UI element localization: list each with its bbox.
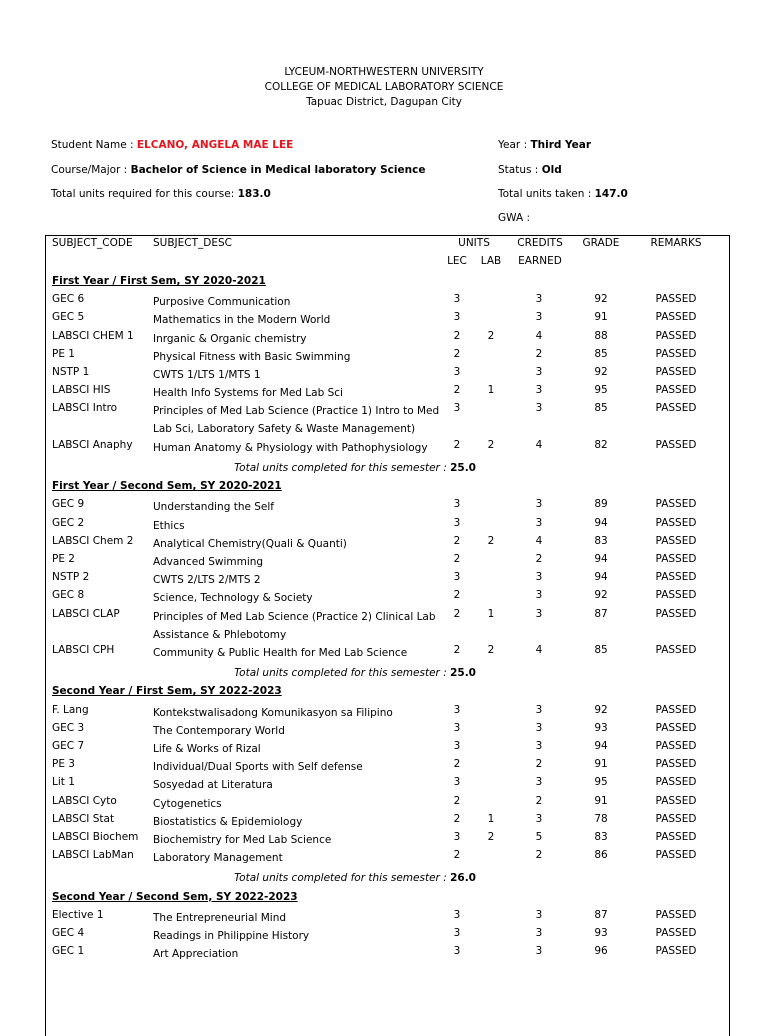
credits-earned: 3 bbox=[535, 293, 543, 306]
table-row bbox=[46, 293, 729, 311]
remarks: PASSED bbox=[655, 402, 697, 415]
grade: 94 bbox=[594, 571, 608, 584]
remarks: PASSED bbox=[655, 384, 697, 397]
credits-earned: 2 bbox=[535, 794, 543, 807]
grade: 91 bbox=[594, 311, 608, 324]
lec-units: 3 bbox=[453, 945, 461, 958]
credits-earned: 3 bbox=[535, 812, 543, 825]
semester-total-value: 25.0 bbox=[450, 667, 476, 680]
remarks: PASSED bbox=[655, 703, 697, 716]
subject-code: Elective 1 bbox=[52, 908, 104, 921]
subject-desc: Principles of Med Lab Science (Practice 1) Intro to Med Lab Sci, Laboratory Safety & Waste Management) bbox=[153, 405, 440, 436]
credits-earned: 4 bbox=[535, 329, 543, 342]
lec-units: 3 bbox=[453, 703, 461, 716]
grade: 92 bbox=[594, 703, 608, 716]
remarks: PASSED bbox=[655, 347, 697, 360]
lab-units: 2 bbox=[487, 644, 495, 656]
table-row bbox=[46, 644, 729, 662]
gwa-line bbox=[498, 212, 530, 224]
required-units-value: 183.0 bbox=[237, 188, 271, 200]
remarks: PASSED bbox=[655, 945, 697, 958]
subject-desc: Ethics bbox=[153, 519, 185, 532]
remarks: PASSED bbox=[655, 329, 697, 342]
remarks: PASSED bbox=[655, 311, 697, 324]
table-row bbox=[46, 535, 729, 553]
table-row bbox=[46, 608, 729, 644]
grade: 87 bbox=[594, 607, 608, 620]
table-row bbox=[46, 927, 729, 945]
semester-title: Second Year / First Sem, SY 2022-2023 bbox=[52, 685, 282, 698]
grade: 95 bbox=[594, 776, 608, 789]
lec-units: 3 bbox=[453, 831, 461, 843]
document-header bbox=[0, 65, 768, 110]
credits-earned: 3 bbox=[535, 740, 543, 752]
credits-earned: 3 bbox=[535, 908, 543, 921]
semester-total bbox=[46, 872, 476, 884]
header-credits: CREDITS bbox=[517, 237, 563, 249]
credits-earned: 3 bbox=[535, 402, 543, 415]
lec-units: 2 bbox=[453, 607, 461, 620]
semester-total bbox=[46, 462, 476, 474]
subject-code: GEC 1 bbox=[52, 945, 85, 958]
subject-desc: CWTS 1/LTS 1/MTS 1 bbox=[153, 369, 261, 381]
credits-earned: 3 bbox=[535, 366, 543, 378]
subject-desc: Physical Fitness with Basic Swimming bbox=[153, 350, 351, 363]
lec-units: 2 bbox=[453, 849, 461, 862]
credits-earned: 3 bbox=[535, 311, 543, 324]
lab-units: 2 bbox=[487, 831, 495, 843]
subject-code: PE 1 bbox=[52, 347, 75, 360]
subject-code: NSTP 1 bbox=[52, 366, 90, 378]
semester-total-label: Total units completed for this semester : bbox=[234, 667, 451, 680]
college-name: COLLEGE OF MEDICAL LABORATORY SCIENCE bbox=[264, 81, 504, 93]
grades-table bbox=[45, 235, 730, 1036]
grade: 93 bbox=[594, 721, 608, 734]
credits-earned: 2 bbox=[535, 849, 543, 862]
grade: 91 bbox=[594, 758, 608, 771]
subject-code: NSTP 2 bbox=[52, 571, 90, 584]
subject-desc: CWTS 2/LTS 2/MTS 2 bbox=[153, 574, 261, 587]
table-row bbox=[46, 366, 729, 384]
subject-desc: Laboratory Management bbox=[153, 852, 283, 865]
table-row bbox=[46, 758, 729, 776]
subject-code: GEC 5 bbox=[52, 311, 85, 324]
gwa-label: GWA : bbox=[498, 212, 531, 224]
lab-units: 1 bbox=[487, 384, 495, 397]
subject-code: GEC 7 bbox=[52, 740, 85, 752]
table-row bbox=[46, 348, 729, 366]
subject-desc: Principles of Med Lab Science (Practice 2) Clinical Lab Assistance & Phlebotomy bbox=[153, 610, 436, 641]
grade: 95 bbox=[594, 384, 608, 397]
subject-desc: Sosyedad at Literatura bbox=[153, 779, 273, 792]
table-row bbox=[46, 704, 729, 722]
remarks: PASSED bbox=[655, 758, 697, 771]
required-units-line bbox=[51, 188, 271, 200]
credits-earned: 2 bbox=[535, 553, 543, 565]
status-line bbox=[498, 164, 562, 176]
semester-total-value: 26.0 bbox=[450, 872, 476, 885]
lec-units: 3 bbox=[453, 402, 461, 415]
credits-earned: 3 bbox=[535, 703, 543, 716]
semester-title: First Year / Second Sem, SY 2020-2021 bbox=[52, 480, 282, 493]
lab-units: 2 bbox=[487, 438, 495, 451]
table-row bbox=[46, 945, 729, 963]
grade: 92 bbox=[594, 293, 608, 306]
year-label: Year : bbox=[498, 139, 528, 151]
lec-units: 2 bbox=[453, 589, 461, 602]
remarks: PASSED bbox=[655, 438, 697, 451]
table-row bbox=[46, 571, 729, 589]
course-line bbox=[51, 164, 425, 176]
credits-earned: 4 bbox=[535, 438, 543, 451]
student-name-line bbox=[51, 139, 293, 151]
remarks: PASSED bbox=[655, 812, 697, 825]
remarks: PASSED bbox=[655, 516, 697, 529]
credits-earned: 3 bbox=[535, 498, 543, 511]
header-lab: LAB bbox=[480, 255, 502, 267]
subject-code: GEC 9 bbox=[52, 498, 85, 511]
table-row bbox=[46, 776, 729, 794]
subject-code: LABSCI Biochem bbox=[52, 831, 139, 843]
status-label: Status : bbox=[498, 164, 539, 176]
table-row bbox=[46, 813, 729, 831]
grade: 86 bbox=[594, 849, 608, 862]
subject-code: LABSCI LabMan bbox=[52, 849, 134, 862]
header-grade: GRADE bbox=[582, 237, 620, 249]
grade: 91 bbox=[594, 794, 608, 807]
grade: 83 bbox=[594, 831, 608, 843]
subject-desc: Biostatistics & Epidemiology bbox=[153, 815, 303, 828]
grade: 89 bbox=[594, 498, 608, 511]
remarks: PASSED bbox=[655, 589, 697, 602]
subject-desc: Art Appreciation bbox=[153, 948, 239, 961]
semester-total-label: Total units completed for this semester : bbox=[234, 462, 451, 474]
lec-units: 3 bbox=[453, 516, 461, 529]
grade: 93 bbox=[594, 927, 608, 939]
subject-desc: Human Anatomy & Physiology with Pathophysiology bbox=[153, 441, 428, 454]
remarks: PASSED bbox=[655, 849, 697, 862]
subject-desc: Biochemistry for Med Lab Science bbox=[153, 834, 332, 846]
subject-code: PE 3 bbox=[52, 758, 75, 771]
grade: 88 bbox=[594, 329, 608, 342]
lec-units: 3 bbox=[453, 293, 461, 306]
remarks: PASSED bbox=[655, 908, 697, 921]
header-earned: EARNED bbox=[518, 255, 562, 267]
subject-desc: Cytogenetics bbox=[153, 797, 222, 810]
remarks: PASSED bbox=[655, 498, 697, 511]
credits-earned: 5 bbox=[535, 831, 543, 843]
table-row bbox=[46, 722, 729, 740]
subject-code: F. Lang bbox=[52, 703, 89, 716]
subject-desc: Life & Works of Rizal bbox=[153, 743, 261, 755]
remarks: PASSED bbox=[655, 721, 697, 734]
subject-code: GEC 3 bbox=[52, 721, 85, 734]
grade: 85 bbox=[594, 402, 608, 415]
semester-total-value: 25.0 bbox=[450, 462, 476, 474]
remarks: PASSED bbox=[655, 534, 697, 547]
credits-earned: 3 bbox=[535, 589, 543, 602]
course-label: Course/Major : bbox=[51, 164, 128, 176]
lec-units: 3 bbox=[453, 498, 461, 511]
lec-units: 2 bbox=[453, 347, 461, 360]
subject-desc: Inrganic & Organic chemistry bbox=[153, 332, 307, 345]
table-row bbox=[46, 384, 729, 402]
lec-units: 3 bbox=[453, 776, 461, 789]
credits-earned: 3 bbox=[535, 571, 543, 584]
credits-earned: 4 bbox=[535, 644, 543, 656]
credits-earned: 3 bbox=[535, 516, 543, 529]
lec-units: 2 bbox=[453, 384, 461, 397]
credits-earned: 2 bbox=[535, 347, 543, 360]
lec-units: 2 bbox=[453, 758, 461, 771]
lab-units: 2 bbox=[487, 329, 495, 342]
lec-units: 3 bbox=[453, 740, 461, 752]
table-row bbox=[46, 740, 729, 758]
lec-units: 2 bbox=[453, 812, 461, 825]
lec-units: 2 bbox=[453, 644, 461, 656]
subject-code: PE 2 bbox=[52, 553, 75, 565]
units-taken-value: 147.0 bbox=[594, 188, 628, 200]
remarks: PASSED bbox=[655, 927, 697, 939]
remarks: PASSED bbox=[655, 794, 697, 807]
table-row bbox=[46, 589, 729, 607]
lab-units: 1 bbox=[487, 607, 495, 620]
table-row bbox=[46, 498, 729, 516]
status-value: Old bbox=[541, 164, 562, 176]
header-subject-code: SUBJECT_CODE bbox=[52, 237, 133, 249]
grade: 92 bbox=[594, 589, 608, 602]
credits-earned: 3 bbox=[535, 945, 543, 958]
college-address: Tapuac District, Dagupan City bbox=[306, 96, 462, 108]
lec-units: 2 bbox=[453, 553, 461, 565]
credits-earned: 3 bbox=[535, 607, 543, 620]
subject-desc: Purposive Communication bbox=[153, 296, 291, 309]
table-row bbox=[46, 402, 729, 438]
year-value: Third Year bbox=[530, 139, 592, 151]
header-remarks: REMARKS bbox=[650, 237, 702, 249]
lec-units: 2 bbox=[453, 794, 461, 807]
units-taken-line bbox=[498, 188, 628, 200]
header-subject-desc: SUBJECT_DESC bbox=[153, 237, 232, 249]
remarks: PASSED bbox=[655, 644, 697, 656]
semester-title: First Year / First Sem, SY 2020-2021 bbox=[52, 275, 266, 287]
subject-desc: Health Info Systems for Med Lab Sci bbox=[153, 387, 343, 400]
lec-units: 3 bbox=[453, 311, 461, 324]
student-name-label: Student Name : bbox=[51, 139, 134, 151]
subject-code: LABSCI HIS bbox=[52, 384, 111, 397]
subject-desc: Community & Public Health for Med Lab Science bbox=[153, 647, 408, 659]
remarks: PASSED bbox=[655, 831, 697, 843]
semester-total-label: Total units completed for this semester : bbox=[234, 872, 451, 885]
lec-units: 3 bbox=[453, 571, 461, 584]
remarks: PASSED bbox=[655, 776, 697, 789]
credits-earned: 3 bbox=[535, 721, 543, 734]
subject-desc: Science, Technology & Society bbox=[153, 592, 313, 605]
header-units: UNITS bbox=[458, 237, 490, 249]
table-row bbox=[46, 849, 729, 867]
subject-code: GEC 2 bbox=[52, 516, 85, 529]
lec-units: 2 bbox=[453, 329, 461, 342]
subject-code: LABSCI Chem 2 bbox=[52, 534, 134, 547]
subject-desc: Readings in Philippine History bbox=[153, 930, 310, 942]
subject-code: LABSCI Anaphy bbox=[52, 438, 133, 451]
table-row bbox=[46, 439, 729, 457]
table-row bbox=[46, 517, 729, 535]
table-row bbox=[46, 553, 729, 571]
subject-code: Lit 1 bbox=[52, 776, 75, 789]
table-header-row bbox=[46, 237, 729, 255]
remarks: PASSED bbox=[655, 607, 697, 620]
subject-desc: Analytical Chemistry(Quali & Quanti) bbox=[153, 537, 347, 550]
semester-total bbox=[46, 667, 476, 679]
remarks: PASSED bbox=[655, 293, 697, 306]
credits-earned: 3 bbox=[535, 384, 543, 397]
subject-code: GEC 6 bbox=[52, 293, 85, 306]
remarks: PASSED bbox=[655, 553, 697, 565]
lab-units: 1 bbox=[487, 812, 495, 825]
remarks: PASSED bbox=[655, 366, 697, 378]
lec-units: 3 bbox=[453, 908, 461, 921]
grade: 83 bbox=[594, 534, 608, 547]
lec-units: 3 bbox=[453, 927, 461, 939]
grade: 78 bbox=[594, 812, 608, 825]
subject-desc: Mathematics in the Modern World bbox=[153, 314, 331, 327]
subject-desc: The Contemporary World bbox=[153, 724, 285, 737]
subject-code: LABSCI Stat bbox=[52, 812, 115, 825]
subject-desc: The Entrepreneurial Mind bbox=[153, 911, 287, 924]
university-name: LYCEUM-NORTHWESTERN UNIVERSITY bbox=[284, 66, 484, 78]
subject-desc: Individual/Dual Sports with Self defense bbox=[153, 761, 363, 774]
remarks: PASSED bbox=[655, 740, 697, 752]
grade: 96 bbox=[594, 945, 608, 958]
student-name: ELCANO, ANGELA MAE LEE bbox=[136, 139, 294, 151]
subject-code: LABSCI Intro bbox=[52, 402, 118, 415]
subject-code: LABSCI CPH bbox=[52, 644, 115, 656]
header-lec: LEC bbox=[447, 255, 467, 267]
grade: 94 bbox=[594, 553, 608, 565]
table-row bbox=[46, 795, 729, 813]
grade: 94 bbox=[594, 516, 608, 529]
subject-desc: Understanding the Self bbox=[153, 501, 275, 514]
subject-desc: Kontekstwalisadong Komunikasyon sa Filipino bbox=[153, 706, 393, 719]
subject-code: GEC 4 bbox=[52, 927, 85, 939]
grade: 82 bbox=[594, 438, 608, 451]
table-row bbox=[46, 909, 729, 927]
credits-earned: 2 bbox=[535, 758, 543, 771]
remarks: PASSED bbox=[655, 571, 697, 584]
grade: 87 bbox=[594, 908, 608, 921]
units-taken-label: Total units taken : bbox=[498, 188, 592, 200]
lec-units: 3 bbox=[453, 721, 461, 734]
grade: 85 bbox=[594, 347, 608, 360]
lec-units: 2 bbox=[453, 438, 461, 451]
credits-earned: 3 bbox=[535, 927, 543, 939]
required-units-label: Total units required for this course: bbox=[51, 188, 235, 200]
subject-code: LABSCI CHEM 1 bbox=[52, 329, 134, 342]
course-value: Bachelor of Science in Medical laboratory Science bbox=[130, 164, 426, 176]
table-row bbox=[46, 831, 729, 849]
subject-code: LABSCI Cyto bbox=[52, 794, 117, 807]
table-row bbox=[46, 330, 729, 348]
credits-earned: 3 bbox=[535, 776, 543, 789]
lec-units: 2 bbox=[453, 534, 461, 547]
grade: 94 bbox=[594, 740, 608, 752]
semester-title: Second Year / Second Sem, SY 2022-2023 bbox=[52, 890, 298, 903]
year-line bbox=[498, 139, 591, 151]
subject-code: GEC 8 bbox=[52, 589, 85, 602]
table-subheader-row bbox=[46, 255, 729, 273]
subject-code: LABSCI CLAP bbox=[52, 607, 120, 620]
lab-units: 2 bbox=[487, 534, 495, 547]
subject-desc: Advanced Swimming bbox=[153, 556, 264, 568]
grade: 92 bbox=[594, 366, 608, 378]
table-row bbox=[46, 311, 729, 329]
grade: 85 bbox=[594, 644, 608, 656]
lec-units: 3 bbox=[453, 366, 461, 378]
credits-earned: 4 bbox=[535, 534, 543, 547]
